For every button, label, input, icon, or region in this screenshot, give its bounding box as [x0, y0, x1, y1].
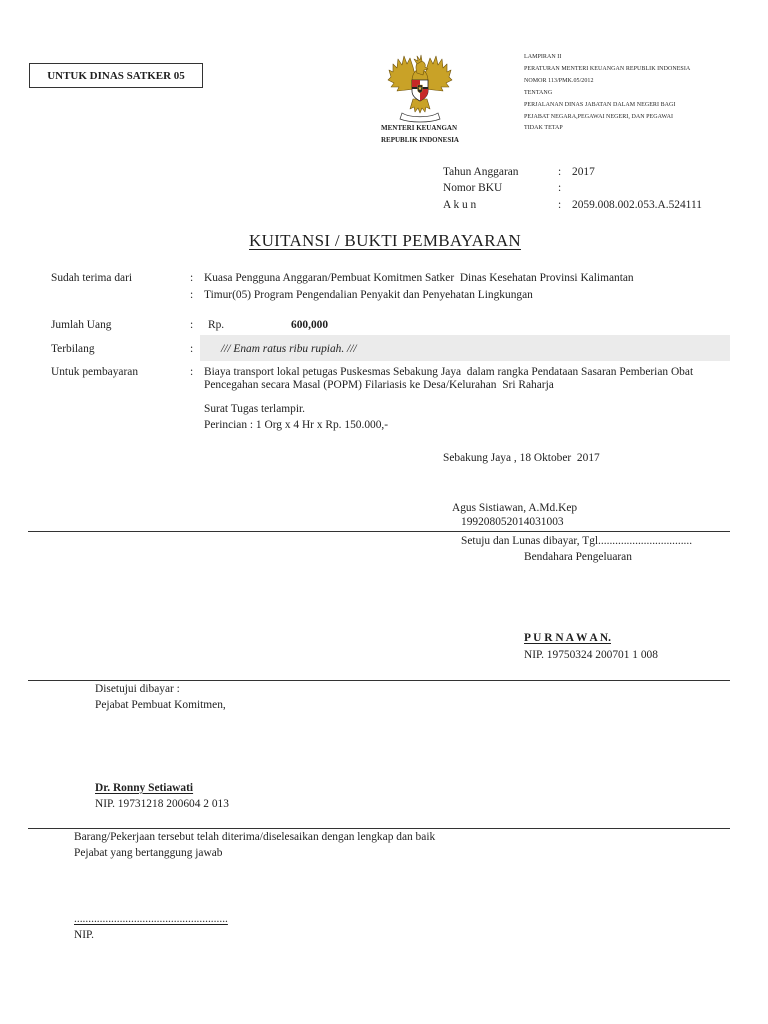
page-title: KUITANSI / BUKTI PEMBAYARAN — [249, 231, 521, 250]
received-from-label: Sudah terima dari — [51, 270, 133, 284]
separator: : — [190, 287, 194, 301]
lampiran-line: PERJALANAN DINAS JABATAN DALAM NEGERI BAGI — [524, 102, 676, 108]
lampiran-line: PEJABAT NEGARA,PEGAWAI NEGERI, DAN PEGAWAI — [524, 114, 674, 120]
bku-label: Nomor BKU — [443, 180, 503, 194]
lampiran-line: TENTANG — [524, 90, 553, 96]
commitment-approval: Disetujui dibayar : — [95, 681, 180, 695]
separator: : — [190, 341, 194, 355]
separator: : — [558, 180, 562, 194]
purpose-label: Untuk pembayaran — [51, 364, 139, 378]
attachment-note: Surat Tugas terlampir. — [204, 401, 306, 415]
separator: : — [190, 364, 194, 378]
treasurer-nip: NIP. 19750324 200701 1 008 — [524, 647, 658, 661]
separator: : — [558, 197, 562, 211]
amount-words-label: Terbilang — [51, 341, 95, 355]
separator: : — [190, 270, 194, 284]
garuda-pancasila-icon — [386, 53, 454, 123]
commitment-nip: NIP. 19731218 200604 2 013 — [95, 796, 229, 810]
received-from-line: Timur(05) Program Pengendalian Penyakit dan Penyehatan Lingkungan — [204, 287, 533, 301]
received-from-line: Kuasa Pengguna Anggaran/Pembuat Komitmen Satker Dinas Kesehatan Provinsi Kalimantan — [204, 270, 634, 284]
account-label: A k u n — [443, 197, 477, 211]
emblem-caption-line1: MENTERI KEUANGAN — [381, 124, 458, 132]
responsible-name-placeholder: ...................................................... — [74, 911, 228, 925]
commitment-role: Pejabat Pembuat Komitmen, — [95, 697, 226, 711]
responsible-role: Pejabat yang bertanggung jawab — [74, 845, 223, 859]
lampiran-line: NOMOR 113/PMK.05/2012 — [524, 78, 594, 84]
emblem-caption-line2: REPUBLIK INDONESIA — [381, 136, 459, 144]
recipient-name: Agus Sistiawan, A.Md.Kep — [452, 500, 578, 514]
amount-label: Jumlah Uang — [51, 317, 112, 331]
lampiran-line: LAMPIRAN II — [524, 54, 562, 60]
separator: : — [190, 317, 194, 331]
treasurer-approval: Setuju dan Lunas dibayar, Tgl................................. — [461, 533, 693, 547]
year-label: Tahun Anggaran — [443, 164, 519, 178]
place-date: Sebakung Jaya , 18 Oktober 2017 — [443, 450, 600, 464]
amount-value: 600,000 — [291, 317, 329, 331]
lampiran-line: TIDAK TETAP — [524, 125, 563, 131]
responsible-statement: Barang/Pekerjaan tersebut telah diterima/diselesaikan dengan lengkap dan baik — [74, 829, 436, 843]
breakdown: Perincian : 1 Org x 4 Hr x Rp. 150.000,- — [204, 417, 389, 431]
purpose-line: Biaya transport lokal petugas Puskesmas Sebakung Jaya dalam rangka Pendataan Sasaran Pemberian Obat — [204, 364, 694, 378]
amount-words: /// Enam ratus ribu rupiah. /// — [221, 341, 357, 355]
satker-label: UNTUK DINAS SATKER 05 — [47, 69, 185, 82]
responsible-nip: NIP. — [74, 927, 94, 941]
treasurer-name: P U R N A W A N. — [524, 630, 612, 644]
currency: Rp. — [208, 317, 225, 331]
separator: : — [558, 164, 562, 178]
divider — [28, 531, 730, 532]
account-value: 2059.008.002.053.A.524111 — [572, 197, 702, 211]
commitment-name: Dr. Ronny Setiawati — [95, 780, 194, 794]
lampiran-line: PERATURAN MENTERI KEUANGAN REPUBLIK INDONESIA — [524, 66, 691, 72]
purpose-line: Pencegahan secara Masal (POPM) Filariasis ke Desa/Kelurahan Sri Raharja — [204, 377, 554, 391]
recipient-nip: 199208052014031003 — [461, 514, 564, 528]
satker-box — [29, 63, 203, 88]
treasurer-role: Bendahara Pengeluaran — [524, 549, 632, 563]
year-value: 2017 — [572, 164, 595, 178]
